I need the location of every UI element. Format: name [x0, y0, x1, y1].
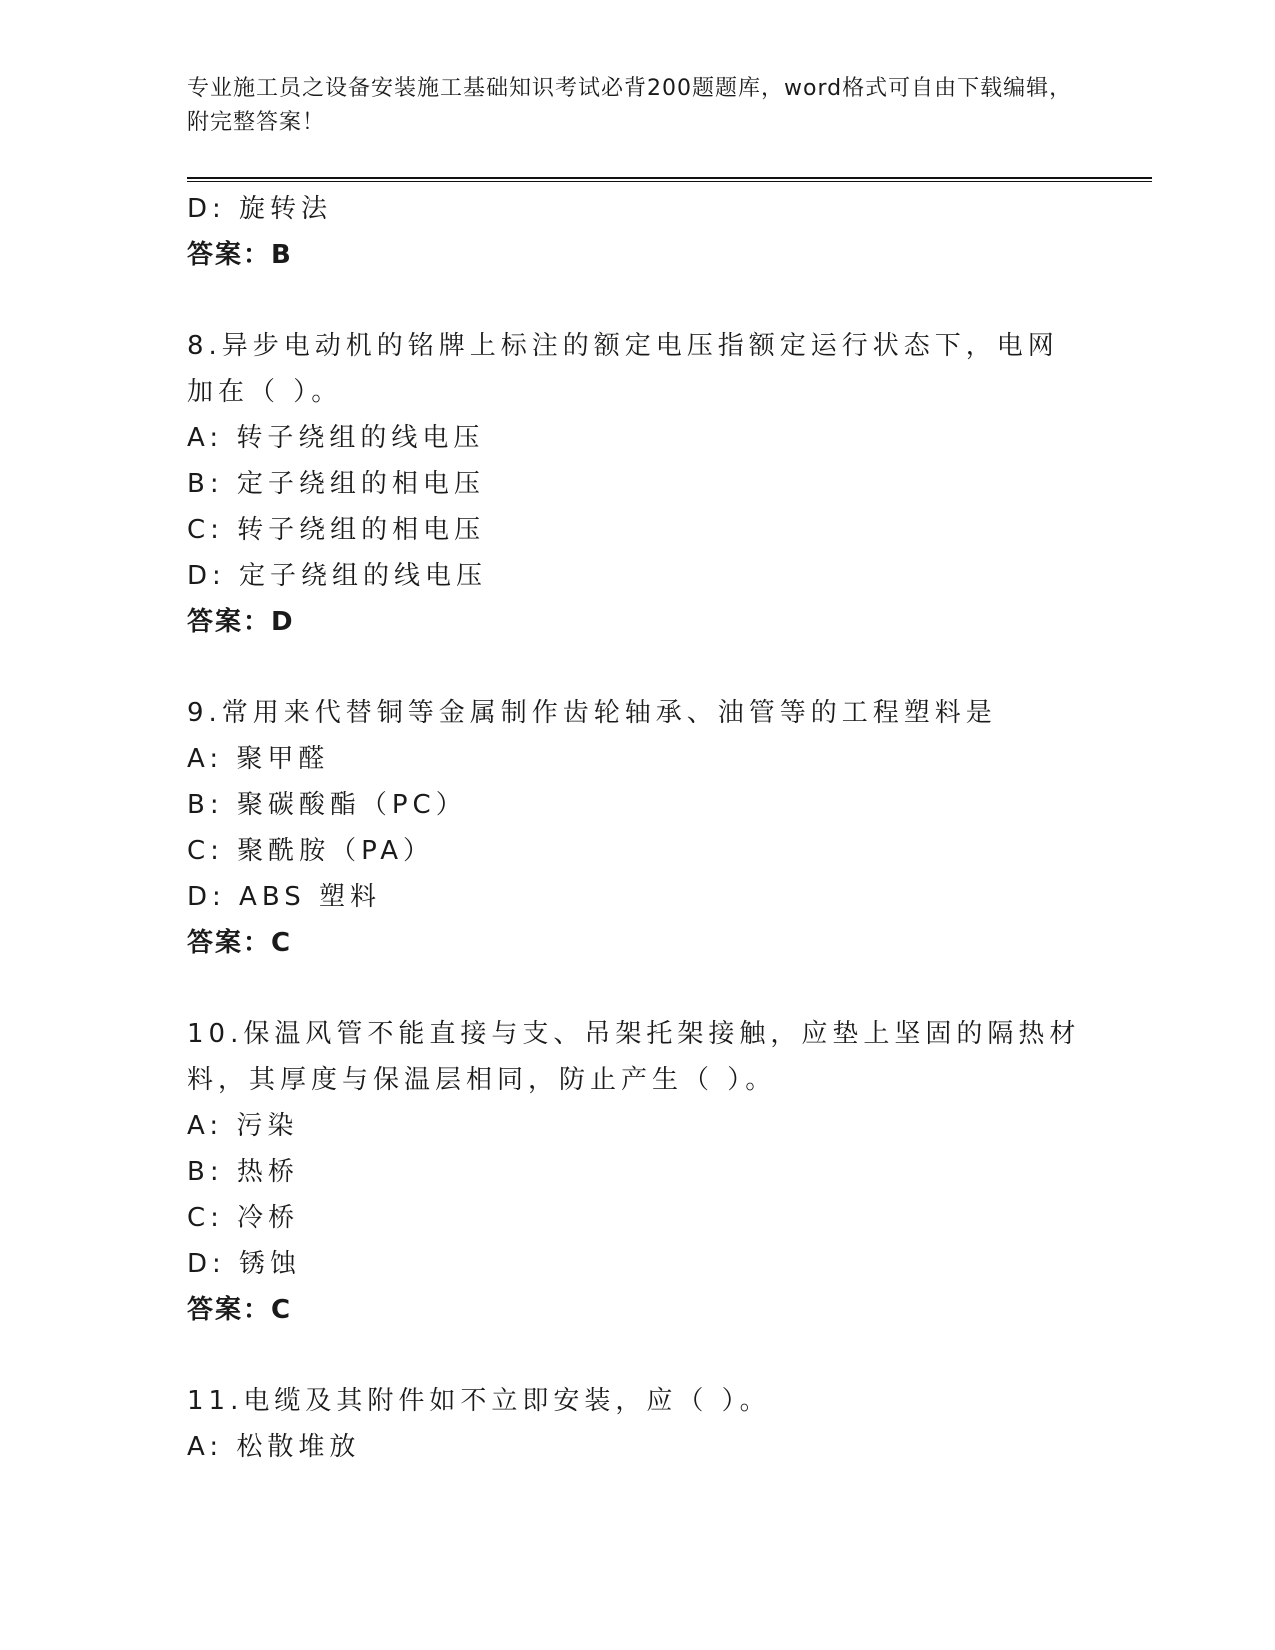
answer: 答案：B [187, 240, 293, 270]
header-rule-thin [187, 181, 1152, 182]
question-text: 9.常用来代替铜等金属制作齿轮轴承、油管等的工程塑料是 [187, 698, 997, 728]
question-8 [187, 323, 1087, 645]
header-title: 专业施工员之设备安装施工基础知识考试必背200题题库，word格式可自由下载编辑，附完整答案！ [187, 76, 1073, 135]
question-text: 10.保温风管不能直接与支、吊架托架接触，应垫上坚固的隔热材料，其厚度与保温层相同，防止产生（ ）。 [187, 1019, 1081, 1095]
option-a: A: 聚甲醛 [187, 744, 330, 774]
option-b: B: 聚碳酸酯（PC） [187, 790, 467, 820]
option-c: C: 聚酰胺（PA） [187, 836, 434, 866]
option-a: A: 污染 [187, 1111, 299, 1141]
option-d: D: ABS 塑料 [187, 882, 381, 912]
question-10 [187, 1011, 1087, 1333]
option-a: A: 松散堆放 [187, 1432, 361, 1462]
question-list [187, 186, 1087, 1470]
option-d: D: 旋转法 [187, 194, 333, 224]
option-d: D: 锈蚀 [187, 1249, 302, 1279]
answer: 答案：C [187, 1295, 293, 1325]
question-text: 8.异步电动机的铭牌上标注的额定电压指额定运行状态下，电网加在（ ）。 [187, 331, 1059, 407]
option-c: C: 冷桥 [187, 1203, 300, 1233]
answer: 答案：C [187, 928, 293, 958]
header-rule-thick [187, 177, 1152, 179]
option-d: D: 定子绕组的线电压 [187, 561, 488, 591]
option-a: A: 转子绕组的线电压 [187, 423, 485, 453]
answer: 答案：D [187, 607, 295, 637]
question-text: 11.电缆及其附件如不立即安装，应（ ）。 [187, 1386, 771, 1416]
question-9 [187, 690, 1087, 966]
previous-question-tail [187, 186, 1087, 278]
question-11 [187, 1378, 1087, 1470]
option-c: C: 转子绕组的相电压 [187, 515, 486, 545]
option-b: B: 定子绕组的相电压 [187, 469, 485, 499]
document-header [187, 72, 1087, 140]
option-b: B: 热桥 [187, 1157, 299, 1187]
